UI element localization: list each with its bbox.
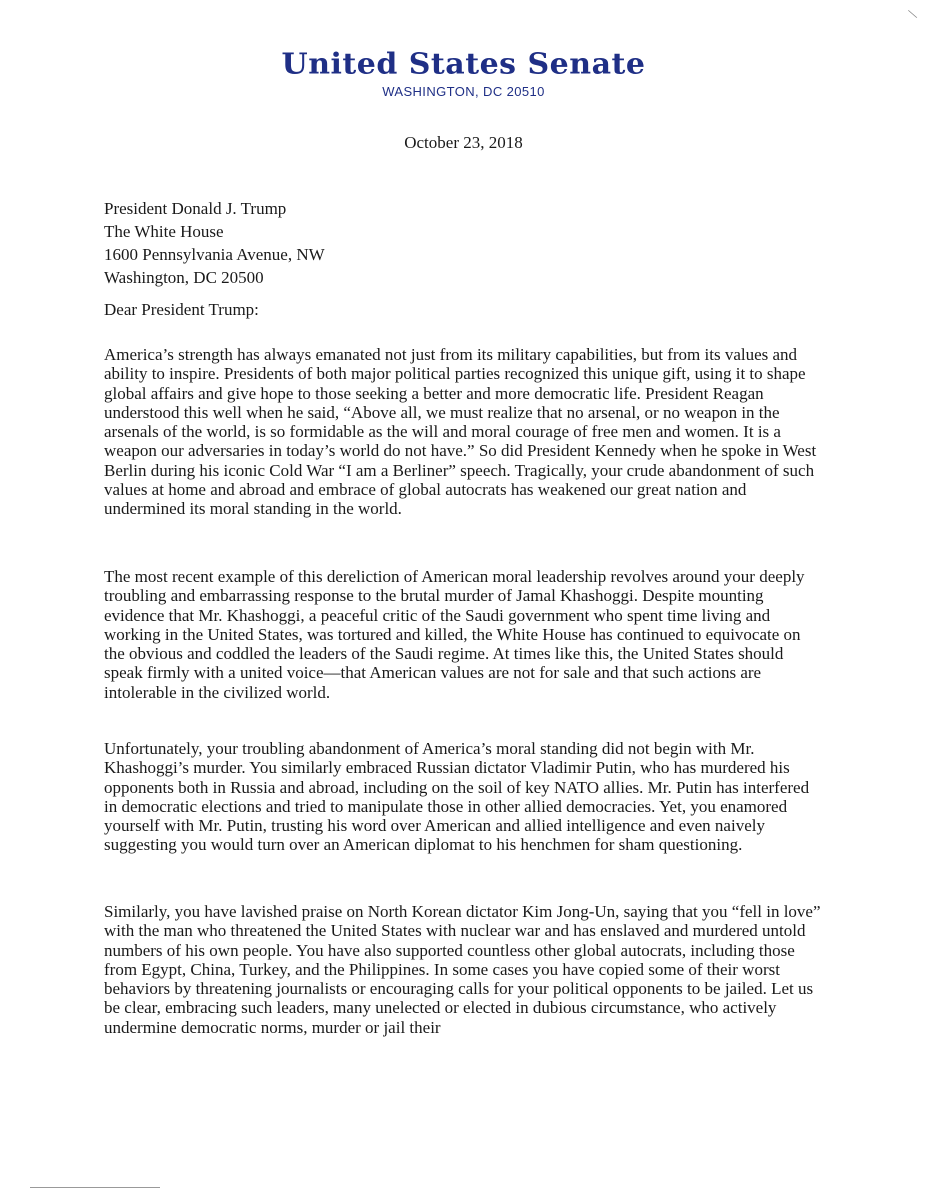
- salutation: Dear President Trump:: [104, 300, 259, 319]
- recipient-name: President Donald J. Trump: [104, 199, 287, 218]
- letterhead: [0, 48, 927, 99]
- recipient-line-1: The White House: [104, 222, 224, 241]
- letterhead-subtitle: WASHINGTON, DC 20510: [382, 84, 545, 99]
- recipient-line-3: Washington, DC 20500: [104, 268, 264, 287]
- letter-date: October 23, 2018: [404, 133, 523, 152]
- recipient-line-2: 1600 Pennsylvania Avenue, NW: [104, 245, 325, 264]
- page-edge-line: [30, 1187, 160, 1188]
- scan-mark: \: [906, 6, 919, 24]
- letterhead-title: United States Senate: [281, 47, 646, 82]
- recipient-address: [104, 197, 325, 289]
- paragraph-2: The most recent example of this dereliction of American moral leadership revolves around your deeply troubling and embarrassing response to the brutal murder of Jamal Khashoggi. Despite mounting evidence that Mr. Khashoggi, a peaceful critic of the Saudi government who spent time living and working in the United States, was tortured and killed, the White House has continued to equivocate on the obvious and coddled the leaders of the Saudi regime. At times like this, the United States should speak firmly with a united voice—that American values are not for sale and that such actions are intolerable in the civilized world.: [104, 567, 805, 702]
- paragraph-3: Unfortunately, your troubling abandonment of America’s moral standing did not begin with Mr. Khashoggi’s murder. You similarly embraced Russian dictator Vladimir Putin, who has murdered his opponents both in Russia and abroad, including on the soil of key NATO allies. Mr. Putin has interfered in democratic elections and tried to manipulate those in other allied democracies. Yet, you enamored yourself with Mr. Putin, trusting his word over American and allied intelligence and even naively suggesting you would turn over an American diplomat to his henchmen for sham questioning.: [104, 739, 810, 855]
- paragraph-1: America’s strength has always emanated not just from its military capabilities, but from its values and ability to inspire. Presidents of both major political parties recognized this unique gift, using it to shape global affairs and give hope to those seeking a better and more democratic life. President Reagan understood this well when he said, “Above all, we must realize that no arsenal, or no weapon in the arsenals of the world, is so formidable as the will and moral courage of free men and women. It is a weapon our adversaries in today’s world do not have.” So did President Kennedy when he spoke in West Berlin during his iconic Cold War “I am a Berliner” speech. Tragically, your crude abandonment of such values at home and abroad and embrace of global autocrats has weakened our great nation and undermined its moral standing in the world.: [104, 345, 817, 519]
- paragraph-4: Similarly, you have lavished praise on North Korean dictator Kim Jong-Un, saying that you “fell in love” with the man who threatened the United States with nuclear war and has enslaved and murdered untold numbers of his own people. You have also supported countless other global autocrats, including those from Egypt, China, Turkey, and the Philippines. In some cases you have copied some of their worst behaviors by threatening journalists or encouraging calls for your political opponents to be jailed. Let us be clear, embracing such leaders, many unelected or elected in dubious circumstance, who actively undermine democratic norms, murder or jail their: [104, 902, 821, 1037]
